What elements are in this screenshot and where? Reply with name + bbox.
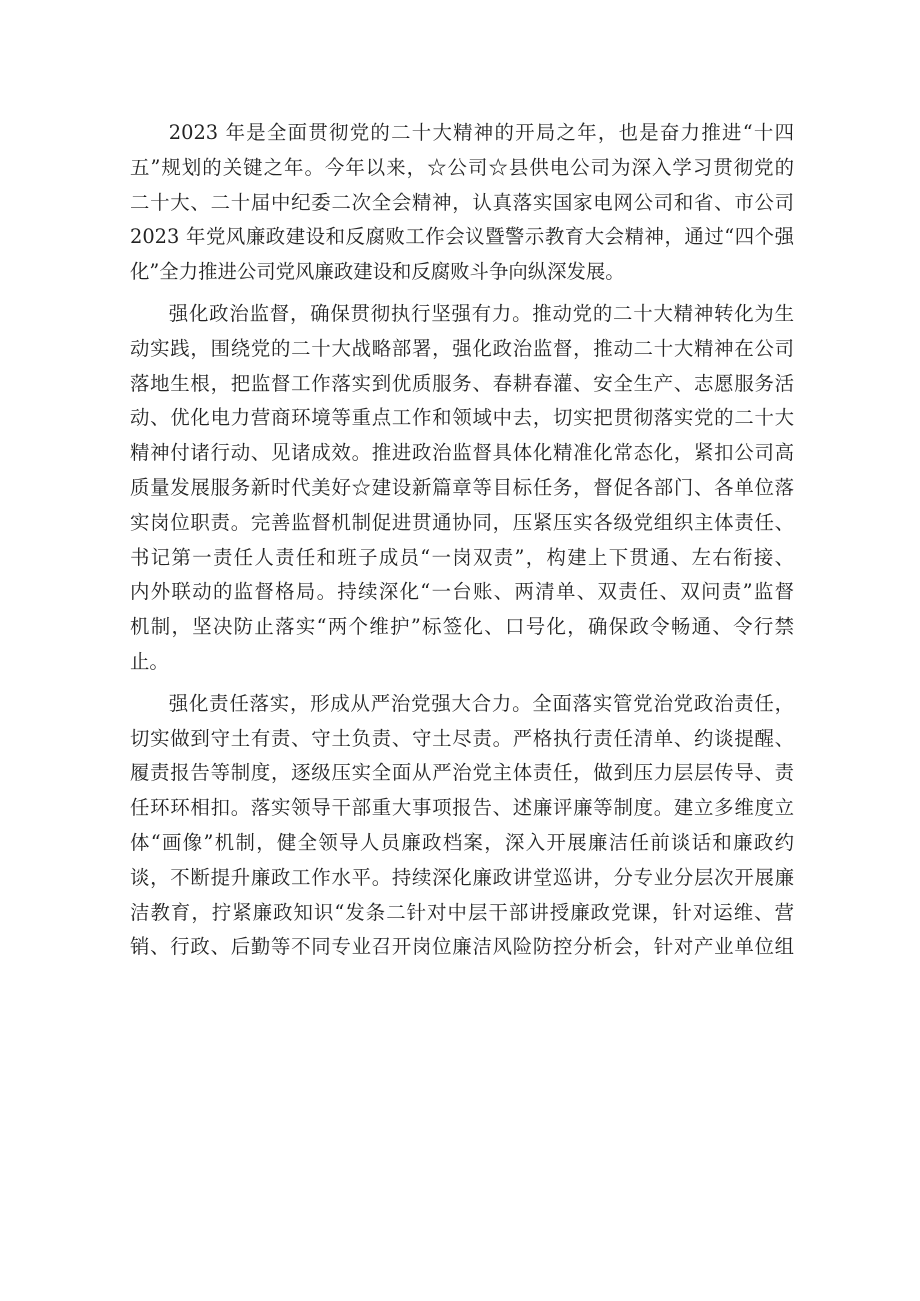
paragraph-line: 强化政治监督，确保贯彻执行坚强有力。推动党的二十大精神转化为生 [168, 301, 794, 325]
paragraph-line: 精神付诸行动、见诸成效。推进政治监督具体化精准化常态化，紧扣公司高 [130, 441, 794, 465]
paragraph-line: 化”全力推进公司党风廉政建设和反腐败斗争向纵深发展。 [130, 260, 625, 284]
paragraph-line: 五”规划的关键之年。今年以来，☆公司☆县供电公司为深入学习贯彻党的 [130, 155, 794, 179]
paragraph-line: 履责报告等制度，逐级压实全面从严治党主体责任，做到压力层层传导、责 [130, 761, 794, 785]
paragraph-line: 机制，坚决防止落实“两个维护”标签化、口号化，确保政令畅通、令行禁 [130, 615, 794, 639]
paragraph-line: 2023 年是全面贯彻党的二十大精神的开局之年，也是奋力推进“十四 [168, 121, 794, 144]
paragraph-line: 书记第一责任人责任和班子成员“一岗双责”，构建上下贯通、左右衔接、 [130, 545, 794, 569]
paragraph-line: 2023 年党风廉政建设和反腐败工作会议暨警示教育大会精神，通过“四个强 [130, 225, 794, 249]
document-body [130, 116, 794, 972]
paragraph-line: 二十大、二十届中纪委二次全会精神，认真落实国家电网公司和省、市公司 [130, 190, 794, 214]
paragraph-line: 动实践，围绕党的二十大战略部署，强化政治监督，推动二十大精神在公司 [130, 336, 794, 360]
paragraph-2 [130, 297, 794, 680]
paragraph-line: 销、行政、后勤等不同专业召开岗位廉洁风险防控分析会，针对产业单位组 [130, 935, 794, 959]
paragraph-line: 洁教育，拧紧廉政知识“发条二针对中层干部讲授廉政党课，针对运维、营 [130, 900, 794, 924]
paragraph-line: 强化责任落实，形成从严治党强大合力。全面落实管党治党政治责任， [168, 691, 794, 715]
paragraph-line: 任环环相扣。落实领导干部重大事项报告、述廉评廉等制度。建立多维度立 [130, 796, 794, 820]
paragraph-line: 内外联动的监督格局。持续深化“一台账、两清单、双责任、双问责”监督 [130, 580, 794, 604]
paragraph-line: 体“画像”机制，健全领导人员廉政档案，深入开展廉洁任前谈话和廉政约 [130, 830, 794, 854]
paragraph-3 [130, 687, 794, 965]
paragraph-line: 切实做到守土有责、守土负责、守土尽责。严格执行责任清单、约谈提醒、 [130, 726, 794, 750]
paragraph-line: 动、优化电力营商环境等重点工作和领域中去，切实把贯彻落实党的二十大 [130, 406, 794, 430]
paragraph-line: 质量发展服务新时代美好☆建设新篇章等目标任务，督促各部门、各单位落 [130, 475, 794, 499]
paragraph-line: 止。 [130, 649, 169, 673]
paragraph-line: 谈，不断提升廉政工作水平。持续深化廉政讲堂巡讲，分专业分层次开展廉 [130, 865, 794, 889]
paragraph-line: 落地生根，把监督工作落实到优质服务、春耕春灌、安全生产、志愿服务活 [130, 371, 794, 395]
paragraph-1 [130, 116, 794, 290]
paragraph-line: 实岗位职责。完善监督机制促进贯通协同，压紧压实各级党组织主体责任、 [130, 510, 794, 534]
